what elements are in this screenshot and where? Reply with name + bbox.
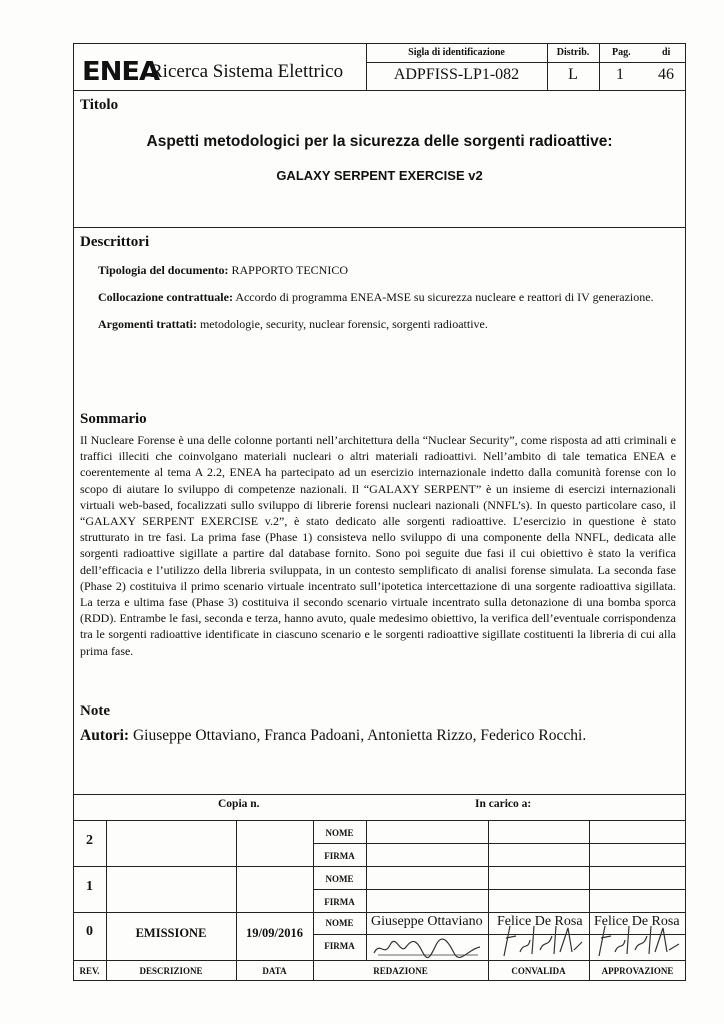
authors-label: Autori: <box>80 727 130 744</box>
firma-label: FIRMA <box>324 941 355 951</box>
pag-value: 1 <box>616 66 624 83</box>
firma-label: FIRMA <box>324 897 355 907</box>
divider <box>106 820 107 981</box>
divider <box>236 820 237 981</box>
data-header: DATA <box>262 966 287 976</box>
revision-description: EMISSIONE <box>135 926 207 940</box>
divider <box>73 227 686 228</box>
authors-list: Giuseppe Ottaviano, Franca Padoani, Antonietta Rizzo, Federico Rocchi. <box>132 727 587 744</box>
descriptor-row <box>98 317 488 332</box>
sigla-label: Sigla di identificazione <box>408 47 505 58</box>
descriptor-row <box>98 290 654 305</box>
divider <box>488 820 489 981</box>
divider <box>599 43 600 90</box>
distrib-value: L <box>568 66 578 83</box>
descrittori-label: Descrittori <box>80 234 150 250</box>
descriptor-value: RAPPORTO TECNICO <box>231 263 348 277</box>
divider <box>366 62 686 63</box>
rev-header: REV. <box>79 966 100 976</box>
document-title: Aspetti metodologici per la sicurezza delle sorgenti radioattive: <box>146 133 613 150</box>
divider <box>313 843 686 844</box>
revision-date: 19/09/2016 <box>246 926 303 940</box>
copia-label: Copia n. <box>218 798 260 810</box>
document-subtitle: GALAXY SERPENT EXERCISE v2 <box>276 168 483 183</box>
divider <box>313 889 686 890</box>
convalida-header: CONVALIDA <box>511 966 566 976</box>
titolo-label: Titolo <box>80 97 119 113</box>
rev-number: 0 <box>86 924 93 939</box>
di-value: 46 <box>658 66 674 83</box>
sigla-value: ADPFISS-LP1-082 <box>393 66 520 83</box>
descriptor-row <box>98 263 348 278</box>
divider <box>73 912 686 913</box>
descriptor-value: Accordo di programma ENEA-MSE su sicurezza nucleare e reattori di IV generazione. <box>235 290 654 304</box>
convalida-name: Felice De Rosa <box>497 914 583 929</box>
approvazione-header: APPROVAZIONE <box>601 966 674 976</box>
rev-number: 1 <box>86 879 93 894</box>
divider <box>73 820 686 821</box>
divider <box>589 820 590 981</box>
org-name: Ricerca Sistema Elettrico <box>150 61 344 82</box>
note-label: Note <box>80 703 110 719</box>
divider <box>73 90 686 91</box>
enea-logo: ENEA <box>82 57 160 87</box>
firma-label: FIRMA <box>324 851 355 861</box>
descriptor-key: Tipologia del documento: <box>98 263 229 277</box>
divider <box>366 820 367 960</box>
sommario-label: Sommario <box>80 411 147 427</box>
redazione-header: REDAZIONE <box>373 966 428 976</box>
approvazione-signature <box>593 922 683 960</box>
divider <box>73 794 686 795</box>
nome-label: NOME <box>325 874 354 884</box>
di-label: di <box>662 47 671 58</box>
descriptor-key: Collocazione contrattuale: <box>98 290 233 304</box>
redazione-signature <box>370 935 485 960</box>
rev-number: 2 <box>86 833 93 848</box>
descrizione-header: DESCRIZIONE <box>139 966 203 976</box>
distrib-label: Distrib. <box>556 47 590 58</box>
divider <box>73 960 686 961</box>
pag-label: Pag. <box>612 47 631 58</box>
convalida-signature <box>494 922 586 960</box>
redazione-name: Giuseppe Ottaviano <box>371 914 483 929</box>
nome-label: NOME <box>325 828 354 838</box>
summary-text: Il Nucleare Forense è una delle colonne portanti nell’architettura della “Nuclear Security”, come risposta ad atti criminali e traffici illeciti che coinvolgano materiali nucleari o altri materiali radioattivi. Nell’ambito di tale tematica ENEA e coerentemente al tema A 2.2, ENEA ha partecipato ad un esercizio internazionale indetto dalla comunità forense con lo scopo di aiutare lo sviluppo di competenze nazionali. Il “GALAXY SERPENT” è un insieme di esercizi internazionali virtuali web-based, focalizzati sullo sviluppo di librerie forensi nucleari nazionali (NNFL’s). In questo particolare caso, il “GALAXY SERPENT EXERCISE v.2”, è stato dedicato alle sorgenti radioattive. L’esercizio in questione è stato strutturato in tre fasi. La prima fase (Phase 1) consisteva nello sviluppo di una componente della NNFL, dedicata alle sorgenti radioattive sigillate a partire dal database fornito. Sono poi seguite due fasi il cui obiettivo è stato la verifica dell’efficacia e l’utilizzo della libreria sviluppata, in un contesto semplificato di analisi forense simulata. La seconda fase (Phase 2) costituiva il primo scenario virtuale incentrato sull’ipotetica intercettazione di una sorgente radioattiva sigillata. La terza e ultima fase (Phase 3) costituiva il secondo scenario virtuale incentrato sulla detonazione di una bomba sporca (RDD). Entrambe le fasi, seconda e terza, hanno avuto, quale medesimo obiettivo, la verifica dell’eventuale corrispondenza tra le sorgenti radioattive identificate in ciascuno scenario e le sorgenti radioattive sigillate costituenti la libreria di cui alla prima fase. <box>80 433 676 658</box>
in-carico-label: In carico a: <box>475 798 532 810</box>
descriptor-key: Argomenti trattati: <box>98 317 197 331</box>
descriptor-value: metodologie, security, nuclear forensic, sorgenti radioattive. <box>199 317 488 331</box>
divider <box>73 866 686 867</box>
approvazione-name: Felice De Rosa <box>594 914 680 929</box>
authors <box>80 727 586 745</box>
nome-label: NOME <box>325 918 354 928</box>
